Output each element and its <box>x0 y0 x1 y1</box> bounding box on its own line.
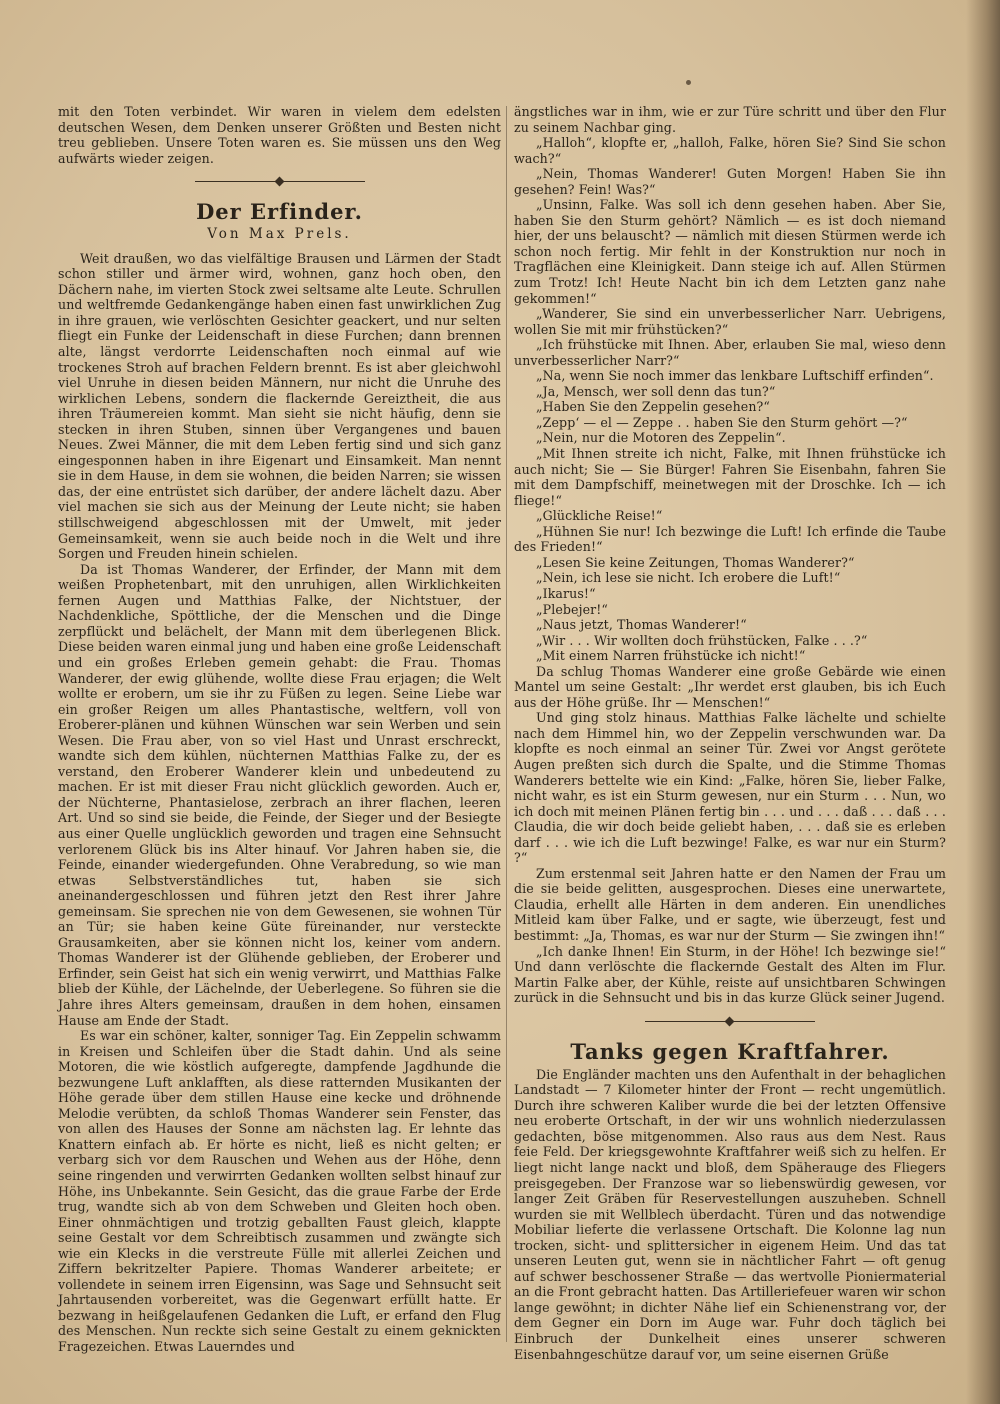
body-paragraph: Da schlug Thomas Wanderer eine große Gebärde wie einen Mantel um seine Gestalt: „Ihr werdet erst glauben, bis ich Euch aus der Höhe grüße. Ihr — Menschen!“ <box>514 663 946 710</box>
dialogue-line: „Naus jetzt, Thomas Wanderer!“ <box>536 617 747 633</box>
separator-ornament <box>645 1018 815 1025</box>
dialogue-line: „Nein, Thomas Wanderer! Guten Morgen! Haben Sie ihn gesehen? Fein! Was?“ <box>514 166 946 197</box>
dialogue-line: „Lesen Sie keine Zeitungen, Thomas Wanderer?“ <box>536 554 855 570</box>
dialogue-line: „Mit Ihnen streite ich nicht, Falke, mit Ihnen frühstücke ich auch nicht; Sie — Sie Bürger! Fahren Sie Eisenbahn, fahren Sie mit dem Dampfschiff, meinetwegen mit der Droschke. Ich — ich fliege!“ <box>514 446 946 508</box>
article-title-tanks: Tanks gegen Kraftfahrer. <box>570 1038 890 1064</box>
ink-dot <box>686 80 691 85</box>
dialogue-line: „Ich frühstücke mit Ihnen. Aber, erlauben Sie mal, wieso denn unverbesserlicher Narr?“ <box>514 337 946 368</box>
dialogue-line: „Nein, nur die Motoren des Zeppelin“. <box>536 430 786 446</box>
dialogue-line: „Mit einem Narren frühstücke ich nicht!“ <box>536 648 806 664</box>
dialogue-line: „Haben Sie den Zeppelin gesehen?“ <box>536 399 770 415</box>
left-column <box>58 104 501 1355</box>
column-divider <box>506 106 507 1342</box>
dialogue-line: „Plebejer!“ <box>536 601 608 617</box>
dialogue-line: „Hühnen Sie nur! Ich bezwinge die Luft! Ich erfinde die Taube des Frieden!“ <box>514 523 946 555</box>
dialogue-line: „Ikarus!“ <box>536 585 596 601</box>
dialogue-line: „Na, wenn Sie noch immer das lenkbare Luftschiff erfinden“. <box>536 368 934 384</box>
dialogue-line: „Zepp‘ — el — Zeppe . . haben Sie den Sturm gehört —?“ <box>536 414 908 430</box>
binding-shadow <box>966 0 1000 1404</box>
dialogue-line: „Wir . . . Wir wollten doch frühstücken, Falke . . .?“ <box>536 632 868 648</box>
dialogue-line: „Nein, ich lese sie nicht. Ich erobere die Luft!“ <box>536 570 841 586</box>
dialogue-line: „Ja, Mensch, wer soll denn das tun?“ <box>536 383 776 399</box>
body-paragraph: Es war ein schöner, kalter, sonniger Tag. Ein Zeppelin schwamm in Kreisen und Schleifen über die Stadt dahin. Und als seine Motoren, die wie köstlich aufgeregte, dampfende Jagdhunde die bezwungene Luft anklafften, als diese ratternden Musikanten der Höhe gerade über dem stillen Hause eine kecke und dröhnende Melodie verübten, da schloß Thomas Wanderer sein Fenster, das von allen des Hauses der Sonne am nächsten lag. Er lehnte das Knattern einfach ab. Er hörte es nicht, ließ es nicht gelten; er verbarg sich vor dem Rauschen und Wehen aus der Höhe, denn seine ringenden und verwirrten Gedanken wollten selbst hinauf zur Höhe, ins Unbekannte. Sein Gesicht, das die graue Farbe der Erde trug, wandte sich ab von dem Schweben und Gleiten hoch oben. Einer ohnmächtigen und trotzig geballten Faust gleich, klappte seine Gestalt vor dem Schreibtisch zusammen und zwängte sich wie ein Klecks in die verstreute Fülle mit allerlei Zeichen und Ziffern bekritzelter Papiere. Thomas Wanderer arbeitete; er vollendete in seinem irren Eigensinn, was Sage und Sehnsucht seit Jahrtausenden vorbereitet, was die Gegenwart erfüllt hatte. Er bezwang in heißgelaufenen Gedanken die Luft, er erfand den Flug des Menschen. Nun reckte sich seine Gestalt zu einem geknickten Fragezeichen. Etwas Lauerndes und <box>58 1028 501 1355</box>
body-paragraph: ängstliches war in ihm, wie er zur Türe schritt und über den Flur zu seinem Nachbar ging. <box>514 104 946 135</box>
body-paragraph: Die Engländer machten uns den Aufenthalt in der behaglichen Landstadt — 7 Kilometer hinter der Front — recht ungemütlich. Durch ihre schweren Kaliber wurde die bei der letzten Offensive neu eroberte Ortschaft, in der wir uns wohnlich niederzulassen gedachten, böse mitgenommen. Also raus aus dem Nest. Raus feie Feld. Der kriegsgewohnte Kraftfahrer weiß sich zu helfen. Er liegt nicht lange nackt und bloß, dem Späherauge des Fliegers preisgegeben. Der Franzose war so liebenswürdig gewesen, vor langer Zeit Gräben für Reservestellungen auszuheben. Schnell wurden sie mit Wellblech überdacht. Türen und das notwendige Mobiliar lieferte die verlassene Ortschaft. Die Kolonne lag nun trocken, sicht- und splittersicher in eigenem Heim. Und das tat unseren Leuten gut, wenn sie in nächtlicher Fahrt — oft genug auf schwer beschossener Straße — das wertvolle Pioniermaterial an die Front gebracht hatten. Das Artilleriefeuer waren wir schon lange gewöhnt; in dichter Nähe lief ein Schienenstrang vor, der dem Gegner ein Dorn im Auge war. Fuhr doch täglich bei Einbruch der Dunkelheit eines unserer schweren Eisenbahngeschütze darauf vor, um seine eisernen Grüße <box>514 1066 946 1362</box>
body-paragraph: Zum erstenmal seit Jahren hatte er den Namen der Frau um die sie beide gelitten, ausgesprochen. Dieses eine unerwartete, Claudia, erhellt alle Härten in dem anderen. Ein unendliches Mitleid kam über Falke, und er sagte, wie überzeugt, fest und bestimmt: „Ja, Thomas, es war nur der Sturm — Sie zwingen ihn!“ <box>514 865 946 943</box>
dialogue-line: „Unsinn, Falke. Was soll ich denn gesehen haben. Aber Sie, haben Sie den Sturm gehört? Nämlich — es ist doch niemand hier, der uns belauscht? — nämlich mit diesen Stürmen werde ich schon noch fertig. Mir fehlt in der Konstruktion nur noch in Tragflächen eine Kleinigkeit. Dann steige ich auf. Allen Stürmen zum Trotz! Ich! Heute Nacht bin ich dem Letzten ganz nahe gekommen!“ <box>514 197 946 306</box>
dialogue-line: „Wanderer, Sie sind ein unverbesserlicher Narr. Uebrigens, wollen Sie mit mir frühstücken?“ <box>514 306 946 337</box>
body-paragraph: „Ich danke Ihnen! Ein Sturm, in der Höhe! Ich bezwinge sie!“ Und dann verlöschte die flackernde Gestalt des Alten im Flur. Martin Falke aber, der Kühle, reiste auf unsichtbaren Schwingen zurück in die Sehnsucht und bis in das kurze Glück seiner Jugend. <box>514 943 946 1006</box>
dialogue-line: „Halloh“, klopfte er, „halloh, Falke, hören Sie? Sind Sie schon wach?“ <box>514 135 946 166</box>
article-title-erfinder: Der Erfinder. <box>196 199 363 225</box>
body-paragraph: Da ist Thomas Wanderer, der Erfinder, der Mann mit dem weißen Prophetenbart, mit den unruhigen, allen Wirklichkeiten fernen Augen und Matthias Falke, der Nichtstuer, der Nachdenkliche, Spöttliche, der die Menschen und die Dinge zerpflückt und belächelt, der Mann mit dem überlegenen Blick. Diese beiden waren einmal jung und haben eine große Leidenschaft und ein großes Erleben gemein gehabt: die Frau. Thomas Wanderer, der ewig glühende, wollte diese Frau erjagen; die Welt wollte er erobern, um sie ihr zu Füßen zu legen. Seine Liebe war ein großer Reigen um alles Phantastische, weltfern, voll von Eroberer-plänen und kühnen Wünschen war sein Werben und sein Wesen. Die Frau aber, von so viel Hast und Unrast erschreckt, wandte sich dem kühlen, nüchternen Matthias Falke zu, der es verstand, den Eroberer Wanderer klein und unbedeutend zu machen. Er ist mit dieser Frau nicht glücklich geworden. Auch er, der Nüchterne, Phantasielose, zerbrach an ihrer flachen, leeren Art. Und so sind sie beide, die Feinde, der Sieger und der Besiegte aus einer Quelle unglücklich geworden und tragen eine Sehnsucht verlorenem Glück bis ins Alter hinauf. Vor Jahren haben sie, die Feinde, einander wiedergefunden. Ohne Verabredung, so wie man etwas Selbstverständliches tut, haben sie sich aneinandergeschlossen und führen jetzt den Rest ihrer Jahre gemeinsam. Sie sprechen nie von dem Gewesenen, sie wohnen Tür an Tür; sie haben keine Güte füreinander, nur versteckte Grausamkeiten, aber sie können nicht los, keiner vom andern. Thomas Wanderer ist der Glühende geblieben, der Eroberer und Erfinder, sein Geist hat sich ein wenig verwirrt, und Matthias Falke blieb der Kühle, der Lächelnde, der Ueberlegene. So führen sie die Jahre ihres Alters gemeinsam, draußen in dem hohen, einsamen Hause am Ende der Stadt. <box>58 561 501 1028</box>
continuation-paragraph: mit den Toten verbindet. Wir waren in vielem dem edelsten deutschen Wesen, dem Denken unserer Größten und Besten nicht treu geblieben. Unsere Toten waren es. Sie müssen uns den Weg aufwärts wieder zeigen. <box>58 104 501 166</box>
byline: Von Max Prels. <box>207 226 352 243</box>
dialogue-line: „Glückliche Reise!“ <box>536 508 663 524</box>
body-paragraph: Und ging stolz hinaus. Matthias Falke lächelte und schielte nach dem Himmel hin, wo der Zeppelin verschwunden war. Da klopfte es noch einmal an seiner Tür. Zwei vor Angst gerötete Augen preßten sich durch die Spalte, und die Stimme Thomas Wanderers bettelte wie ein Kind: „Falke, hören Sie, lieber Falke, nicht wahr, es ist ein Sturm gewesen, nur ein Sturm . . . Nun, wo ich doch mit meinen Plänen fertig bin . . . und . . . daß . . . daß . . . Claudia, die wir doch beide geliebt haben, . . . daß sie es erleben darf . . . wie ich die Luft bezwinge! Falke, es war nur ein Sturm? ?“ <box>514 710 946 866</box>
right-column <box>514 104 946 1362</box>
separator-ornament <box>195 178 365 185</box>
body-paragraph: Weit draußen, wo das vielfältige Brausen und Lärmen der Stadt schon stiller und ärmer wird, wohnen, ganz hoch oben, den Dächern nahe, im vierten Stock zwei seltsame alte Leute. Schrullen und weltfremde Gedankengänge haben einen fast unwirklichen Zug in ihre grauen, wie verlöschten Gesichter geackert, und nur selten fliegt ein Funke der Leidenschaft in diese Furchen; dann brennen alte, längst verdorrte Leidenschaften noch einmal auf wie trockenes Stroh auf brachen Feldern brennt. Es ist aber gleichwohl viel Unruhe in diesen beiden Männern, nur nicht die Unruhe des wirklichen Lebens, sondern die flackernde Gereiztheit, die aus ihren Träumereien kommt. Man sieht sie nicht häufig, denn sie stecken in ihren Stuben, sinnen über Vergangenes und bauen Neues. Zwei Männer, die mit dem Leben fertig sind und sich ganz eingesponnen haben in ihre Eigenart und Einsamkeit. Man nennt sie in dem Hause, in dem sie wohnen, die beiden Narren; sie wissen das, der eine entrüstet sich darüber, der andere lächelt dazu. Aber viel machen sie sich aus der Meinung der Leute nicht; sie haben stillschweigend abgeschlossen mit der Umwelt, mit jeder Gemeinsamkeit, wenn sie auch beide noch in die Welt und ihre Sorgen und Freuden hinein schielen. <box>58 250 501 562</box>
